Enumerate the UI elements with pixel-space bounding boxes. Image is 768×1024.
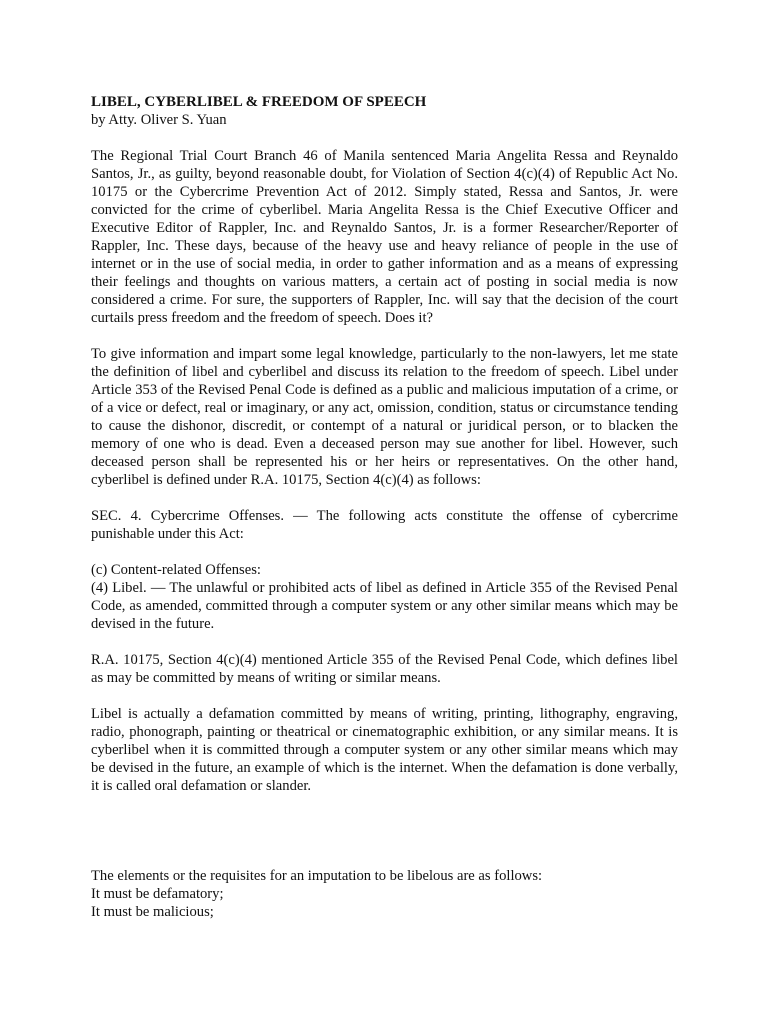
paragraph-libel-definition: To give information and impart some legal knowledge, particularly to the non-lawyers, let me state the definition of libel and cyberlibel and discuss its relation to the freedom of speech. Libel under Article 353 of the Revised Penal Code is defined as a public and malicious imputation of a crime, or of a vice or defect, real or imaginary, or any act, omission, condition, status or circumstance tending to cause the dishonor, discredit, or contempt of a natural or juridical person, or to blacken the memory of one who is dead. Even a deceased person may sue another for libel. However, such deceased person shall be represented his or her heirs or representatives. On the other hand, cyberlibel is defined under R.A. 10175, Section 4(c)(4) as follows: (91, 346, 678, 488)
document-page (91, 93, 678, 921)
blank-space (91, 813, 678, 867)
paragraph-sec-4: SEC. 4. Cybercrime Offenses. — The following acts constitute the offense of cybercrime punishable under this Act: (91, 508, 678, 542)
paragraph-defamation: Libel is actually a defamation committed by means of writing, printing, lithography, engraving, radio, phonograph, painting or theatrical or cinematographic exhibition, or any similar means. It is cyberlibel when it is committed through a computer system or any other similar means which may be devised in the future, an example of which is the internet. When the defamation is done verbally, it is called oral defamation or slander. (91, 706, 678, 794)
elements-list (91, 867, 678, 921)
paragraph-article-355: R.A. 10175, Section 4(c)(4) mentioned Article 355 of the Revised Penal Code, which defines libel as may be committed by means of writing or similar means. (91, 652, 678, 686)
element-item: It must be malicious; (91, 904, 214, 920)
article-title: LIBEL, CYBERLIBEL & FREEDOM OF SPEECH (91, 94, 427, 110)
elements-intro: The elements or the requisites for an imputation to be libelous are as follows: (91, 868, 543, 884)
paragraph-ressa-conviction: The Regional Trial Court Branch 46 of Manila sentenced Maria Angelita Ressa and Reynaldo Santos, Jr., as guilty, beyond reasonable doubt, for Violation of Section 4(c)(4) of Republic Act No. 10175 or the Cybercrime Prevention Act of 2012. Simply stated, Ressa and Santos, Jr. were convicted for the crime of cyberlibel. Maria Angelita Ressa is the Chief Executive Officer and Executive Editor of Rappler, Inc. and Reynaldo Santos, Jr. is a former Researcher/Reporter of Rappler, Inc. These days, because of the heavy use and heavy reliance of people in the use of internet or in the use of social media, in order to gather information and as a means of expressing their feelings and thoughts on various matters, a certain act of posting in social media is now considered a crime. For sure, the supporters of Rappler, Inc. will say that the decision of the court curtails press freedom and the freedom of speech. Does it? (91, 148, 678, 326)
article-byline: by Atty. Oliver S. Yuan (91, 112, 227, 128)
content-related-offenses (91, 561, 678, 633)
libel-clause: (4) Libel. — The unlawful or prohibited acts of libel as defined in Article 355 of the Revised Penal Code, as amended, committed through a computer system or any other similar means which may be devised in the future. (91, 580, 678, 632)
content-related-heading: (c) Content-related Offenses: (91, 562, 261, 578)
element-item: It must be defamatory; (91, 886, 224, 902)
